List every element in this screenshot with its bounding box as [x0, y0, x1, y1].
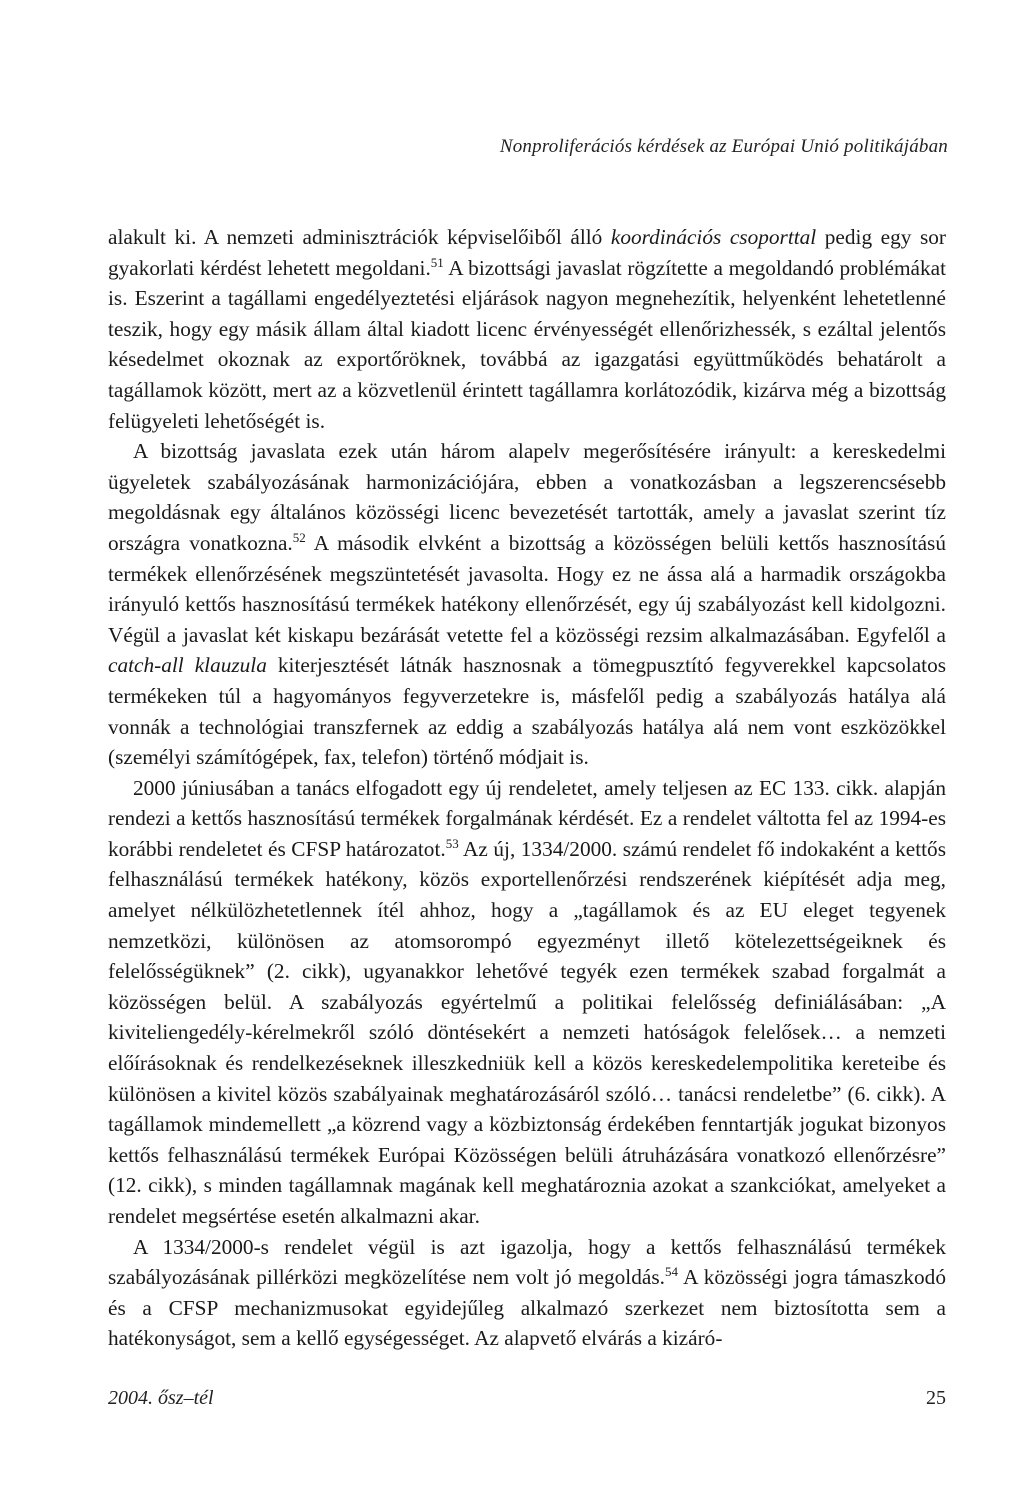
text-run: pedig egy sor gyakorlati kérdést lehetett megoldani. [108, 225, 946, 280]
italic-term: catch-all klauzula [108, 653, 267, 678]
footnote-marker: 53 [445, 835, 459, 851]
paragraph-3 [108, 773, 946, 1232]
text-run: Az új, 1334/2000. számú rendelet fő indokaként a kettős felhasználású termékek hatékony, közös exportellenőrzési rendszerének kiépítését adja meg, amelyet nélkülözhetetlennek ítél ahhoz, hogy a „tagállamok és az EU eleget tegyenek nemzetközi, különösen az atomsorompó egyezményt illető kötelezettségeiknek és felelősségüknek” (2. cikk), ugyanakkor lehetővé tegyék ezen termékek szabad forgalmát a közösségen belül. A szabályozás egyértelmű a politikai felelősség definiálásában: „A kiviteliengedély-kérelmekről szóló döntésekért a nemzeti hatóságok felelősek… a nemzeti előírásoknak és rendelkezéseknek illeszkedniük kell a közös kereskedelempolitika kereteibe és különösen a kivitel közös szabályainak meghatározásáról szóló… tanácsi rendeletbe” (6. cikk). A tagállamok mindemellett „a közrend vagy a közbiztonság érdekében fenntartják jogukat bizonyos kettős felhasználású termékek Európai Közösségen belüli átruházására vonatkozó ellenőrzésre” (12. cikk), s minden tagállamnak magának kell meghatároznia azokat a szankciókat, amelyeket a rendelet megsértése esetén alkalmazni akar. [108, 836, 946, 1228]
footnote-marker: 54 [664, 1264, 678, 1280]
page-number: 25 [926, 1387, 946, 1409]
text-run: alakult ki. A nemzeti adminisztrációk képviselőiből álló [108, 225, 611, 249]
text-run: A bizottsági javaslat rögzítette a megoldandó problémákat is. Eszerint a tagállami engedélyeztetési eljárások nagyon megnehezítik, helyenként lehetetlenné teszik, hogy egy másik állam által kiadott licenc érvényességét ellenőrizhessék, s ezáltal jelentős késedelmet okoznak az exportőröknek, továbbá az igazgatási együttműködés behatárolt a tagállamok között, mert az a közvetlenül érintett tagállamra korlátozódik, kizárva még a bizottság felügyeleti lehetőségét is. [108, 255, 946, 433]
text-run: A közösségi jogra támaszkodó és a CFSP mechanizmusokat egyidejűleg alkalmazó szerkezet nem biztosította sem a hatékonyságot, sem a kellő egységességet. Az alapvető elvárás a kizáró- [108, 1265, 946, 1351]
text-run: A második elvként a bizottság a közösségen belüli kettős hasznosítású termékek ellenőrzésének megszüntetését javasolta. Hogy ez ne ássa alá a harmadik országokba irányuló kettős hasznosítású termékek hatékony ellenőrzését, egy új szabályozást kell kidolgozni. Végül a javaslat két kiskapu bezárását vetette fel a közösségi rezsim alkalmazásában. Egyfelől a [108, 530, 946, 647]
text-run: A bizottság javaslata ezek után három alapelv megerősítésére irányult: a kereskedelmi ügyeletek szabályozásának harmonizációjára, ebben a vonatkozásban a legszerencsésebb megoldásnak egy általános közösségi licenc bevezetését tartották, amely a javaslat szerint tíz országra vonatkozna. [108, 439, 946, 555]
footer-issue: 2004. ősz–tél [108, 1387, 214, 1409]
paragraph-1 [108, 222, 946, 436]
footnote-marker: 52 [292, 529, 306, 545]
body-text [108, 222, 946, 1354]
text-run: kiterjesztését látnák hasznosnak a tömegpusztító fegyverekkel kapcsolatos termékeken túl a hagyományos fegyverzetekre is, másfelől pedig a szabályozás hatálya alá vonnák a technológiai transzfernek az eddig a szabályozás hatálya alá nem vont eszközökkel (személyi számítógépek, fax, telefon) történő módjait is. [108, 653, 947, 770]
paragraph-2 [108, 436, 946, 773]
paragraph-4 [108, 1232, 946, 1354]
footnote-marker: 51 [430, 254, 444, 270]
text-run: A 1334/2000-s rendelet végül is azt igazolja, hogy a kettős felhasználású termékek szabályozásának pillérközi megközelítése nem volt jó megoldás. [108, 1234, 946, 1290]
italic-term: koordinációs csoporttal [610, 225, 817, 249]
running-header: Nonproliferációs kérdések az Európai Unió politikájában [499, 136, 948, 157]
text-run: 2000 júniusában a tanács elfogadott egy új rendeletet, amely teljesen az EC 133. cikk. alapján rendezi a kettős hasznosítású termékek forgalmának kérdését. Ez a rendelet váltotta fel az 1994-es korábbi rendeletet és CFSP határozatot. [108, 775, 946, 861]
